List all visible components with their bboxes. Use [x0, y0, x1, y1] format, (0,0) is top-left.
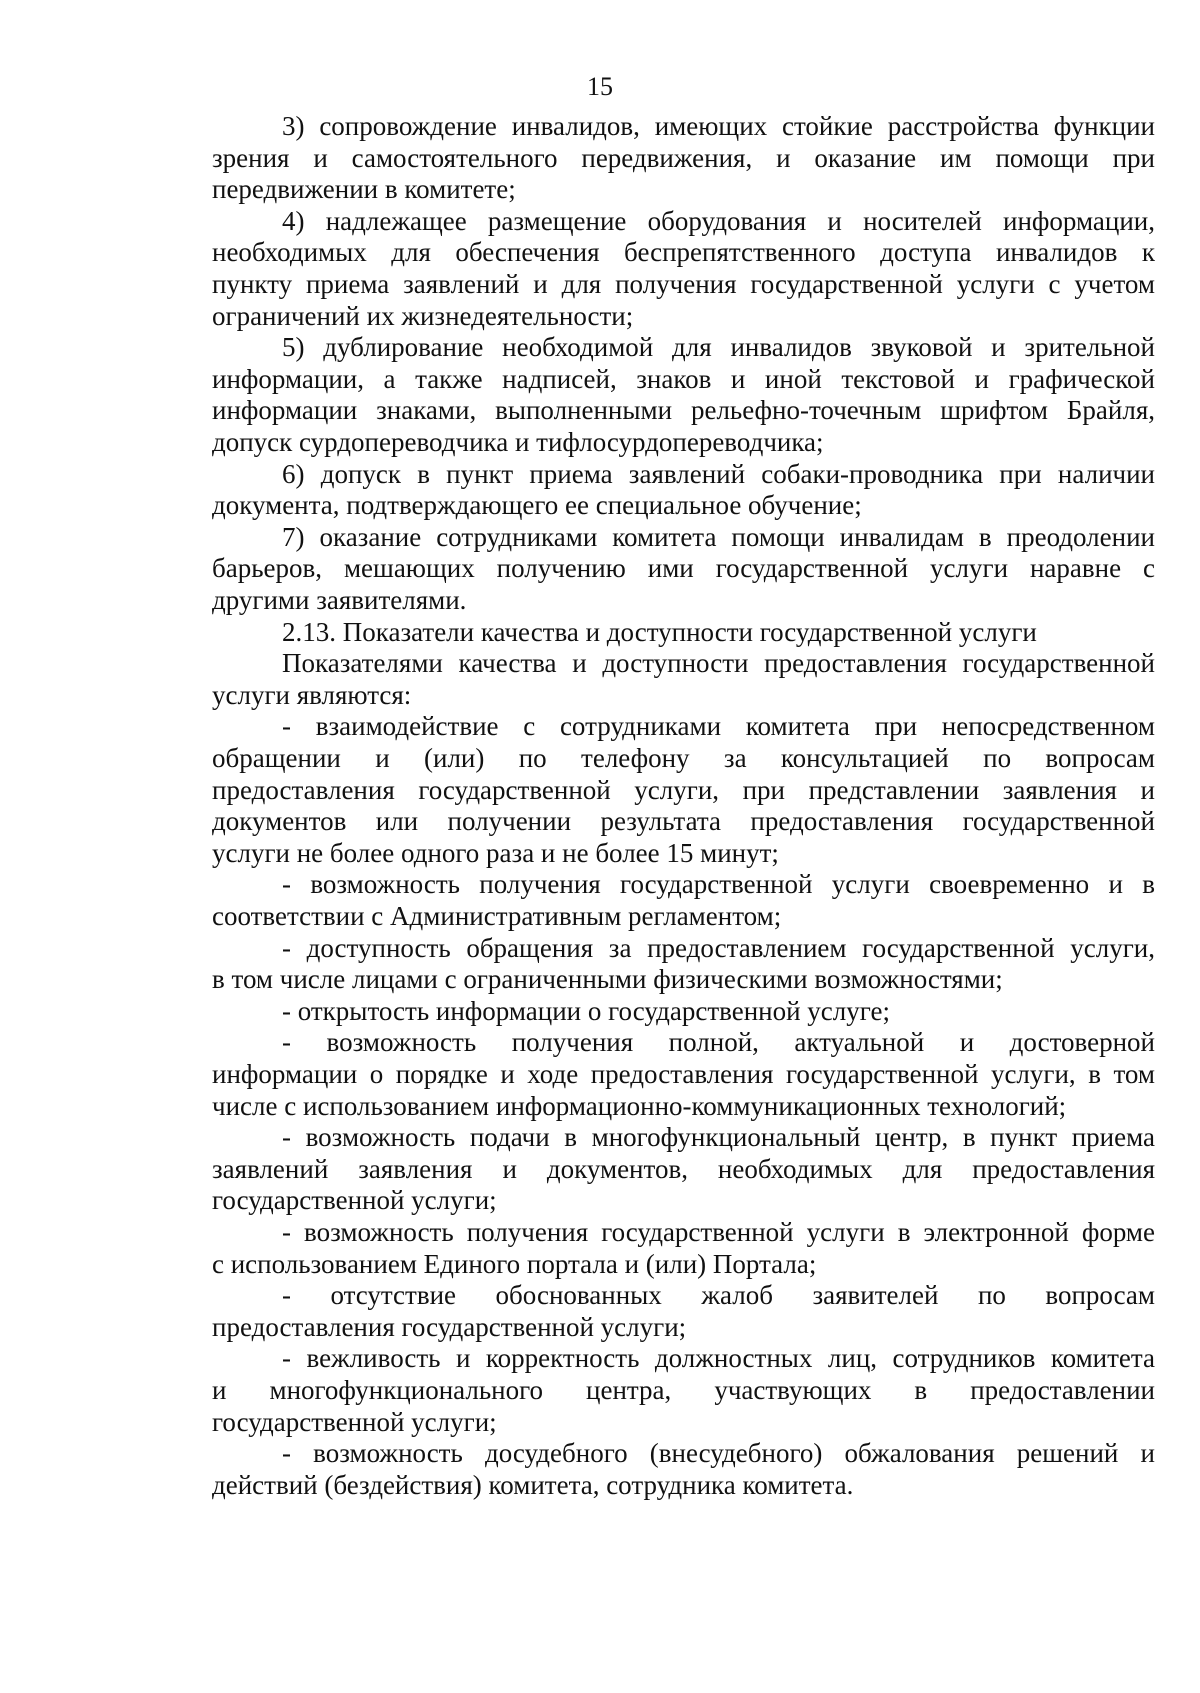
text-line: передвижении в комитете; — [212, 174, 516, 204]
text-line: - отсутствие обоснованных жалоб заявителей по вопросам — [282, 1280, 1155, 1310]
text-line: 4) надлежащее размещение оборудования и носителей информации, — [282, 206, 1155, 236]
text-line: необходимых для обеспечения беспрепятственного доступа инвалидов к — [212, 237, 1155, 267]
text-line: государственной услуги; — [212, 1407, 497, 1437]
text-line: государственной услуги; — [212, 1185, 497, 1215]
text-line: ограничений их жизнедеятельности; — [212, 301, 634, 331]
text-line: - взаимодействие с сотрудниками комитета при непосредственном — [282, 711, 1155, 741]
text-line: - открытость информации о государственной услуге; — [282, 996, 890, 1026]
text-line: документа, подтверждающего ее специальное обучение; — [212, 490, 862, 520]
text-line: информации, а также надписей, знаков и иной текстовой и графической — [212, 364, 1155, 394]
text-line: информации о порядке и ходе предоставления государственной услуги, в том — [212, 1059, 1155, 1089]
text-line: - возможность подачи в многофункциональный центр, в пункт приема — [282, 1122, 1155, 1152]
text-line: услуги являются: — [212, 680, 412, 710]
text-line: документов или получении результата предоставления государственной — [212, 806, 1155, 836]
text-line: услуги не более одного раза и не более 15 минут; — [212, 838, 779, 868]
text-line: 6) допуск в пункт приема заявлений собаки-проводника при наличии — [282, 459, 1155, 489]
text-line: - возможность получения государственной услуги в электронной форме — [282, 1217, 1155, 1247]
text-line: 3) сопровождение инвалидов, имеющих стойкие расстройства функции — [282, 111, 1155, 141]
text-line: - возможность досудебного (внесудебного) обжалования решений и — [282, 1438, 1155, 1468]
text-line: предоставления государственной услуги; — [212, 1312, 687, 1342]
text-line: 5) дублирование необходимой для инвалидов звуковой и зрительной — [282, 332, 1155, 362]
text-line: и многофункционального центра, участвующих в предоставлении — [212, 1375, 1155, 1405]
text-line: 2.13. Показатели качества и доступности государственной услуги — [282, 617, 1037, 647]
text-line: предоставления государственной услуги, при представлении заявления и — [212, 775, 1155, 805]
text-line: другими заявителями. — [212, 585, 467, 615]
page-number: 15 — [587, 72, 613, 101]
text-line: - вежливость и корректность должностных лиц, сотрудников комитета — [282, 1343, 1155, 1373]
text-line: - возможность получения полной, актуальной и достоверной — [282, 1027, 1155, 1057]
text-line: - возможность получения государственной услуги своевременно и в — [282, 869, 1155, 899]
text-line: в том числе лицами с ограниченными физическими возможностями; — [212, 964, 1003, 994]
text-line: 7) оказание сотрудниками комитета помощи инвалидам в преодолении — [282, 522, 1155, 552]
text-line: действий (бездействия) комитета, сотрудника комитета. — [212, 1470, 854, 1500]
text-line: соответствии с Административным регламентом; — [212, 901, 782, 931]
text-line: - доступность обращения за предоставлением государственной услуги, — [282, 933, 1155, 963]
text-line: заявлений заявления и документов, необходимых для предоставления — [212, 1154, 1155, 1184]
text-line: Показателями качества и доступности предоставления государственной — [282, 648, 1155, 678]
text-line: с использованием Единого портала и (или) Портала; — [212, 1249, 817, 1279]
text-line: допуск сурдопереводчика и тифлосурдопереводчика; — [212, 427, 824, 457]
text-line: числе с использованием информационно-коммуникационных технологий; — [212, 1091, 1067, 1121]
text-line: обращении и (или) по телефону за консультацией по вопросам — [212, 743, 1155, 773]
text-line: зрения и самостоятельного передвижения, и оказание им помощи при — [212, 143, 1155, 173]
text-line: барьеров, мешающих получению ими государственной услуги наравне с — [212, 553, 1155, 583]
text-line: пункту приема заявлений и для получения государственной услуги с учетом — [212, 269, 1155, 299]
text-line: информации знаками, выполненными рельефно-точечным шрифтом Брайля, — [212, 395, 1155, 425]
